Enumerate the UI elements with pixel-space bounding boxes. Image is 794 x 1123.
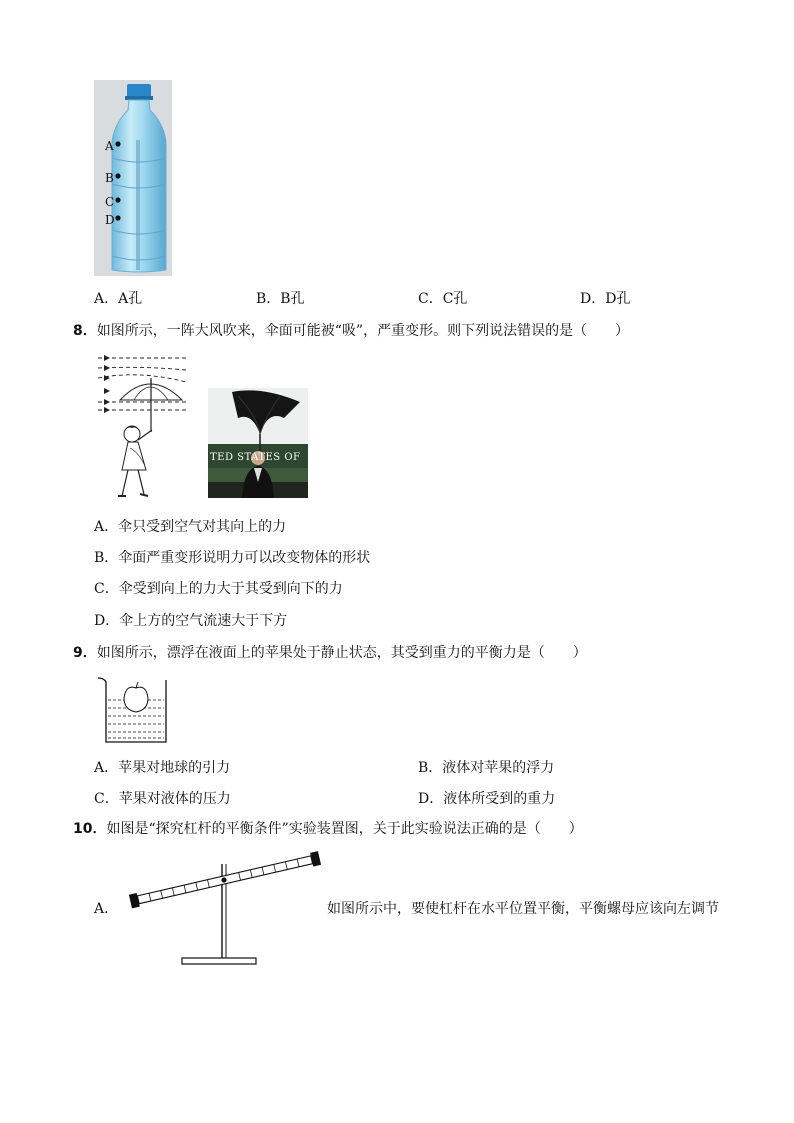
q10-option-a-text[interactable]: 如图所示中，要使杠杆在水平位置平衡，平衡螺母应该向左调节 (327, 901, 719, 917)
hole-a-dot (115, 141, 120, 146)
q8-number: 8． (73, 323, 97, 339)
beaker-apple-figure (96, 676, 170, 746)
hole-c-dot (115, 197, 120, 202)
hole-d-dot (115, 215, 120, 220)
hole-label-b: B (105, 171, 114, 185)
bottle-cap (127, 84, 151, 98)
q7-option-d[interactable]: D．D孔 (580, 291, 631, 307)
q8-option-d[interactable]: D．伞上方的空气流速大于下方 (94, 613, 288, 629)
q10-option-a-label[interactable]: A． (94, 901, 119, 917)
hole-label-d: D (105, 213, 115, 227)
lever-bar (129, 851, 321, 908)
q8-stem-line (73, 322, 629, 340)
hole-label-a: A (105, 139, 114, 153)
wind-umbrella-drawing (94, 352, 194, 502)
q8-option-c[interactable]: C．伞受到向上的力大于其受到向下的力 (94, 581, 343, 597)
q7-option-c[interactable]: C．C孔 (418, 291, 468, 307)
q9-option-a[interactable]: A．苹果对地球的引力 (94, 760, 231, 776)
q8-option-a[interactable]: A．伞只受到空气对其向上的力 (94, 519, 287, 535)
q8-option-b[interactable]: B．伞面严重变形说明力可以改变物体的形状 (94, 550, 371, 566)
hole-b-dot (115, 173, 120, 178)
q9-option-d[interactable]: D．液体所受到的重力 (418, 791, 556, 807)
hole-label-c: C (105, 195, 115, 209)
q10-stem-line (73, 820, 583, 838)
q10-stem: 如图是“探究杠杆的平衡条件”实验装置图，关于此实验说法正确的是（ ） (106, 821, 583, 837)
q9-stem: 如图所示，漂浮在液面上的苹果处于静止状态，其受到重力的平衡力是（ ） (96, 645, 587, 661)
stand-base (182, 958, 256, 964)
q10-number: 10． (73, 821, 107, 837)
q9-number: 9． (73, 645, 97, 661)
inverted-umbrella-photo (208, 388, 308, 498)
q9-stem-line (73, 644, 587, 662)
wind-arrow-icons (104, 355, 110, 413)
q9-option-c[interactable]: C．苹果对液体的压力 (94, 791, 231, 807)
q7-option-a[interactable]: A．A孔 (94, 291, 143, 307)
apple (124, 687, 148, 712)
q7-option-b[interactable]: B．B孔 (256, 291, 305, 307)
q9-option-b[interactable]: B．液体对苹果的浮力 (418, 760, 555, 776)
lever-apparatus-figure (122, 848, 326, 968)
q8-stem: 如图所示，一阵大风吹来，伞面可能被“吸”，严重变形。则下列说法错误的是（ ） (96, 323, 630, 339)
photo-sign-text: TED STATES OF (210, 452, 301, 463)
